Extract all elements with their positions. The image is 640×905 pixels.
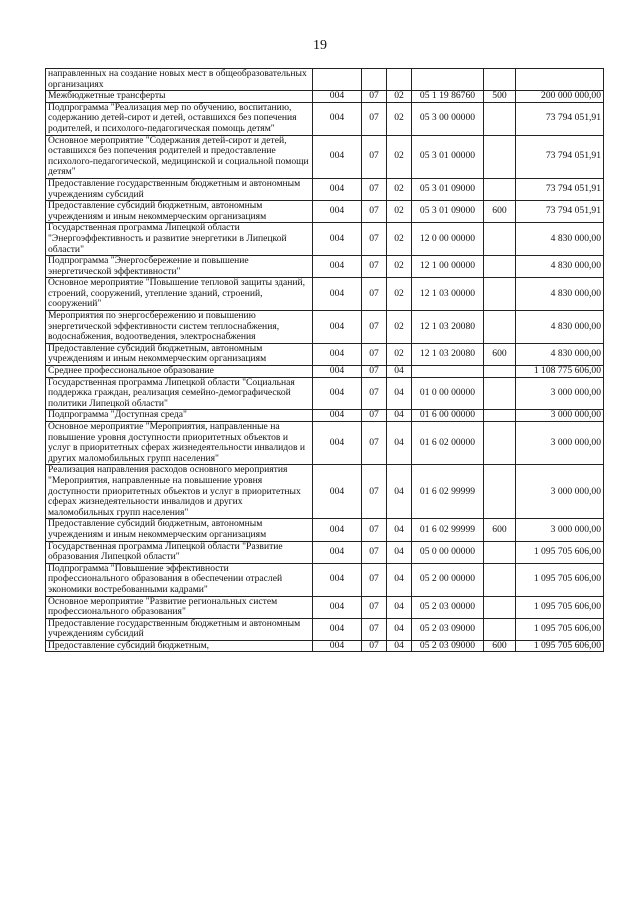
row-name-cell: Подпрограмма "Повышение эффективности профессионального образования в обеспечении отраслей экономики востребованными кадрами"	[46, 563, 313, 596]
table-row	[46, 640, 604, 652]
subsection-code-cell: 04	[387, 377, 412, 410]
row-name-cell: Среднее профессиональное образование	[46, 366, 313, 378]
section-code-cell: 07	[362, 377, 387, 410]
subsection-code-cell: 02	[387, 256, 412, 278]
section-code-cell: 07	[362, 278, 387, 311]
subsection-code-cell: 04	[387, 541, 412, 563]
row-name-cell: Реализация направления расходов основного мероприятия "Мероприятия, направленные на повышение уровня доступности приоритетных объектов и услуг в приоритетных сферах жизнедеятельности инвалидов и других маломобильных групп населения"	[46, 465, 313, 519]
gr-code-cell: 004	[313, 377, 362, 410]
subsection-code-cell: 02	[387, 102, 412, 135]
target-article-cell: 12 1 00 00000	[412, 256, 484, 278]
row-name-cell: Государственная программа Липецкой области "Развитие образования Липецкой области"	[46, 541, 313, 563]
section-code-cell: 07	[362, 519, 387, 541]
subsection-code-cell	[387, 69, 412, 91]
table-row	[46, 410, 604, 422]
expense-type-cell	[484, 377, 516, 410]
target-article-cell: 05 2 03 09000	[412, 618, 484, 640]
table-row	[46, 91, 604, 103]
section-code-cell: 07	[362, 201, 387, 223]
table-row	[46, 343, 604, 365]
amount-cell: 3 000 000,00	[516, 422, 604, 465]
gr-code-cell: 004	[313, 178, 362, 200]
gr-code-cell: 004	[313, 422, 362, 465]
subsection-code-cell: 04	[387, 596, 412, 618]
expense-type-cell	[484, 366, 516, 378]
expense-type-cell: 600	[484, 343, 516, 365]
target-article-cell: 12 1 03 00000	[412, 278, 484, 311]
target-article-cell: 05 3 00 00000	[412, 102, 484, 135]
subsection-code-cell: 02	[387, 311, 412, 344]
amount-cell: 1 095 705 606,00	[516, 640, 604, 652]
target-article-cell: 05 3 01 09000	[412, 178, 484, 200]
target-article-cell	[412, 366, 484, 378]
gr-code-cell: 004	[313, 256, 362, 278]
expense-type-cell	[484, 311, 516, 344]
page-number: 19	[313, 38, 327, 53]
expense-type-cell	[484, 178, 516, 200]
amount-cell: 4 830 000,00	[516, 343, 604, 365]
subsection-code-cell: 04	[387, 640, 412, 652]
gr-code-cell: 004	[313, 366, 362, 378]
target-article-cell: 05 3 01 09000	[412, 201, 484, 223]
row-name-cell: Предоставление государственным бюджетным и автономным учреждениям субсидий	[46, 178, 313, 200]
subsection-code-cell: 02	[387, 178, 412, 200]
subsection-code-cell: 04	[387, 563, 412, 596]
section-code-cell: 07	[362, 541, 387, 563]
table-row	[46, 465, 604, 519]
row-name-cell: направленных на создание новых мест в общеобразовательных организациях	[46, 69, 313, 91]
gr-code-cell: 004	[313, 278, 362, 311]
subsection-code-cell: 04	[387, 465, 412, 519]
amount-cell: 1 095 705 606,00	[516, 541, 604, 563]
budget-table	[45, 68, 604, 652]
table-row	[46, 366, 604, 378]
target-article-cell: 05 2 03 00000	[412, 596, 484, 618]
section-code-cell: 07	[362, 410, 387, 422]
table-row	[46, 519, 604, 541]
amount-cell: 1 108 775 606,00	[516, 366, 604, 378]
row-name-cell: Предоставление субсидий бюджетным, автономным учреждениям и иным некоммерческим организациям	[46, 519, 313, 541]
target-article-cell: 12 1 03 20080	[412, 343, 484, 365]
amount-cell: 4 830 000,00	[516, 278, 604, 311]
row-name-cell: Государственная программа Липецкой области "Энергоэффективность и развитие энергетики в Липецкой области"	[46, 223, 313, 256]
amount-cell: 1 095 705 606,00	[516, 618, 604, 640]
section-code-cell: 07	[362, 563, 387, 596]
section-code-cell: 07	[362, 596, 387, 618]
table-row	[46, 422, 604, 465]
table-row	[46, 596, 604, 618]
amount-cell: 4 830 000,00	[516, 223, 604, 256]
gr-code-cell: 004	[313, 201, 362, 223]
subsection-code-cell: 04	[387, 422, 412, 465]
subsection-code-cell: 02	[387, 343, 412, 365]
expense-type-cell	[484, 102, 516, 135]
target-article-cell: 01 6 00 00000	[412, 410, 484, 422]
section-code-cell: 07	[362, 640, 387, 652]
expense-type-cell: 600	[484, 201, 516, 223]
expense-type-cell	[484, 563, 516, 596]
expense-type-cell	[484, 410, 516, 422]
expense-type-cell: 600	[484, 519, 516, 541]
section-code-cell: 07	[362, 618, 387, 640]
target-article-cell: 05 2 00 00000	[412, 563, 484, 596]
row-name-cell: Основное мероприятие "Мероприятия, направленные на повышение уровня доступности приоритетных объектов и услуг в приоритетных сферах жизнедеятельности инвалидов и других маломобильных групп населения"	[46, 422, 313, 465]
table-body	[46, 69, 604, 652]
section-code-cell: 07	[362, 311, 387, 344]
subsection-code-cell: 04	[387, 519, 412, 541]
table-row	[46, 102, 604, 135]
expense-type-cell	[484, 69, 516, 91]
row-name-cell: Основное мероприятие "Развитие региональных систем профессионального образования"	[46, 596, 313, 618]
expense-type-cell: 600	[484, 640, 516, 652]
table-row	[46, 201, 604, 223]
target-article-cell: 01 6 02 99999	[412, 465, 484, 519]
gr-code-cell: 004	[313, 519, 362, 541]
row-name-cell: Подпрограмма "Реализация мер по обучению, воспитанию, содержанию детей-сирот и детей, оставшихся без попечения родителей, и психолого-педагогическая помощь детям"	[46, 102, 313, 135]
subsection-code-cell: 04	[387, 618, 412, 640]
gr-code-cell: 004	[313, 465, 362, 519]
amount-cell: 73 794 051,91	[516, 201, 604, 223]
section-code-cell: 07	[362, 178, 387, 200]
expense-type-cell	[484, 223, 516, 256]
table-row	[46, 311, 604, 344]
target-article-cell: 01 6 02 00000	[412, 422, 484, 465]
section-code-cell: 07	[362, 465, 387, 519]
row-name-cell: Государственная программа Липецкой области "Социальная поддержка граждан, реализация семейно-демографической политики Липецкой области"	[46, 377, 313, 410]
expense-type-cell	[484, 135, 516, 178]
subsection-code-cell: 04	[387, 410, 412, 422]
amount-cell: 1 095 705 606,00	[516, 563, 604, 596]
subsection-code-cell: 02	[387, 278, 412, 311]
amount-cell: 4 830 000,00	[516, 311, 604, 344]
subsection-code-cell: 02	[387, 135, 412, 178]
section-code-cell: 07	[362, 135, 387, 178]
subsection-code-cell: 02	[387, 201, 412, 223]
expense-type-cell	[484, 465, 516, 519]
expense-type-cell	[484, 618, 516, 640]
target-article-cell: 01 0 00 00000	[412, 377, 484, 410]
subsection-code-cell: 02	[387, 223, 412, 256]
row-name-cell: Предоставление субсидий бюджетным, автономным учреждениям и иным некоммерческим организациям	[46, 343, 313, 365]
amount-cell: 73 794 051,91	[516, 135, 604, 178]
expense-type-cell	[484, 256, 516, 278]
section-code-cell	[362, 69, 387, 91]
amount-cell: 3 000 000,00	[516, 377, 604, 410]
expense-type-cell	[484, 422, 516, 465]
amount-cell: 1 095 705 606,00	[516, 596, 604, 618]
table-row	[46, 223, 604, 256]
target-article-cell: 05 3 01 00000	[412, 135, 484, 178]
row-name-cell: Основное мероприятие "Содержания детей-сирот и детей, оставшихся без попечения родителей и предоставление психолого-педагогической, медицинской и социальной помощи детям"	[46, 135, 313, 178]
row-name-cell: Предоставление субсидий бюджетным,	[46, 640, 313, 652]
gr-code-cell: 004	[313, 102, 362, 135]
target-article-cell: 05 2 03 09000	[412, 640, 484, 652]
gr-code-cell: 004	[313, 563, 362, 596]
gr-code-cell: 004	[313, 91, 362, 103]
gr-code-cell: 004	[313, 311, 362, 344]
subsection-code-cell: 04	[387, 366, 412, 378]
gr-code-cell: 004	[313, 223, 362, 256]
section-code-cell: 07	[362, 366, 387, 378]
row-name-cell: Предоставление государственным бюджетным и автономным учреждениям субсидий	[46, 618, 313, 640]
target-article-cell: 05 1 19 86760	[412, 91, 484, 103]
row-name-cell: Межбюджетные трансферты	[46, 91, 313, 103]
gr-code-cell: 004	[313, 410, 362, 422]
amount-cell: 73 794 051,91	[516, 178, 604, 200]
row-name-cell: Подпрограмма "Доступная среда"	[46, 410, 313, 422]
row-name-cell: Основное мероприятие "Повышение тепловой защиты зданий, строений, сооружений, утепление зданий, строений, сооружений"	[46, 278, 313, 311]
target-article-cell: 05 0 00 00000	[412, 541, 484, 563]
gr-code-cell: 004	[313, 596, 362, 618]
gr-code-cell: 004	[313, 135, 362, 178]
amount-cell	[516, 69, 604, 91]
gr-code-cell: 004	[313, 640, 362, 652]
table-row	[46, 563, 604, 596]
row-name-cell: Подпрограмма "Энергосбережение и повышение энергетической эффективности"	[46, 256, 313, 278]
section-code-cell: 07	[362, 91, 387, 103]
table-row	[46, 278, 604, 311]
gr-code-cell: 004	[313, 541, 362, 563]
section-code-cell: 07	[362, 102, 387, 135]
table-row	[46, 541, 604, 563]
amount-cell: 73 794 051,91	[516, 102, 604, 135]
section-code-cell: 07	[362, 343, 387, 365]
expense-type-cell: 500	[484, 91, 516, 103]
expense-type-cell	[484, 541, 516, 563]
table-row	[46, 69, 604, 91]
target-article-cell: 12 0 00 00000	[412, 223, 484, 256]
gr-code-cell	[313, 69, 362, 91]
gr-code-cell: 004	[313, 343, 362, 365]
subsection-code-cell: 02	[387, 91, 412, 103]
amount-cell: 3 000 000,00	[516, 410, 604, 422]
amount-cell: 200 000 000,00	[516, 91, 604, 103]
table-row	[46, 135, 604, 178]
amount-cell: 3 000 000,00	[516, 519, 604, 541]
amount-cell: 4 830 000,00	[516, 256, 604, 278]
gr-code-cell: 004	[313, 618, 362, 640]
expense-type-cell	[484, 278, 516, 311]
target-article-cell: 01 6 02 99999	[412, 519, 484, 541]
section-code-cell: 07	[362, 422, 387, 465]
amount-cell: 3 000 000,00	[516, 465, 604, 519]
row-name-cell: Мероприятия по энергосбережению и повышению энергетической эффективности систем теплоснабжения, водоснабжения, водоотведения, электроснабжения	[46, 311, 313, 344]
table-row	[46, 256, 604, 278]
section-code-cell: 07	[362, 256, 387, 278]
table-row	[46, 618, 604, 640]
target-article-cell	[412, 69, 484, 91]
table-row	[46, 178, 604, 200]
row-name-cell: Предоставление субсидий бюджетным, автономным учреждениям и иным некоммерческим организациям	[46, 201, 313, 223]
expense-type-cell	[484, 596, 516, 618]
target-article-cell: 12 1 03 20080	[412, 311, 484, 344]
table-row	[46, 377, 604, 410]
section-code-cell: 07	[362, 223, 387, 256]
